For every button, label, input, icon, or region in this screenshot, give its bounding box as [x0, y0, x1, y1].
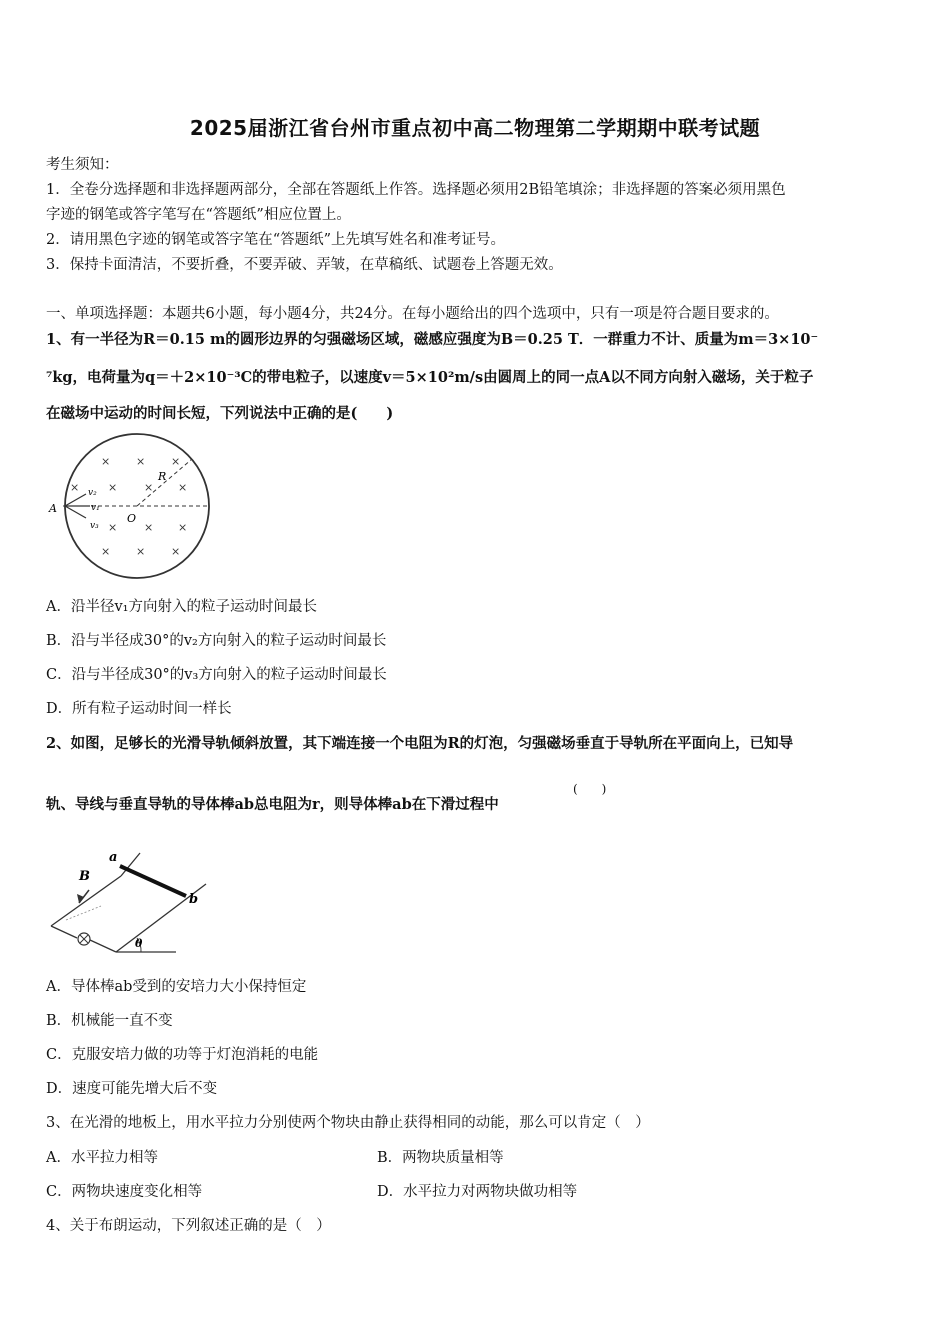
v3-arrow [65, 506, 86, 518]
notice-item-1: 1．全卷分选择题和非选择题两部分，全部在答题纸上作答。选择题必须用2B铅笔填涂；非选择题的答案必须用黑色 [46, 182, 786, 198]
q2-option-c[interactable]: C．克服安培力做的功等于灯泡消耗的电能 [46, 1047, 319, 1063]
svg-text:×: × [136, 455, 146, 468]
b-field-label: B [79, 869, 90, 884]
rod-end-a-label: a [109, 850, 118, 865]
q2-stem-line1: 2、如图，足够长的光滑导轨倾斜放置，其下端连接一个电阻为R的灯泡，匀强磁场垂直于导轨所在平面向上，已知导 [46, 735, 794, 752]
q1-stem-line1: 1、有一半径为R＝0.15 m的圆形边界的匀强磁场区域，磁感应强度为B＝0.25 T．一群重力不计、质量为m＝3×10⁻ [46, 331, 819, 348]
q2-answer-paren: ( ) [573, 782, 607, 796]
wire-to-lamp [51, 926, 77, 938]
notice-item-3: 3．保持卡面清洁，不要折叠，不要弄破、弄皱，在草稿纸、试题卷上答题无效。 [46, 257, 563, 273]
v3-label: v₃ [90, 521, 99, 531]
notice-item-2: 2．请用黑色字迹的钢笔或答字笔在“答题纸”上先填写姓名和准考证号。 [46, 232, 506, 248]
svg-text:×: × [101, 455, 111, 468]
notice-heading: 考生须知： [46, 157, 119, 173]
q1-option-d[interactable]: D．所有粒子运动时间一样长 [46, 701, 232, 717]
q2-option-d[interactable]: D．速度可能先增大后不变 [46, 1081, 218, 1097]
q1-magnetic-field-figure [46, 432, 226, 586]
svg-text:×: × [144, 481, 154, 494]
q2-incline-rail-figure [46, 848, 216, 964]
point-a-label: A [49, 502, 57, 515]
q1-option-c[interactable]: C．沿与半径成30°的v₃方向射入的粒子运动时间最长 [46, 667, 387, 683]
conductor-rod-ab [120, 866, 186, 896]
section-heading: 一、单项选择题：本题共6小题，每小题4分，共24分。在每小题给出的四个选项中，只有一项是符合题目要求的。 [46, 306, 779, 322]
q3-stem: 3、在光滑的地板上，用水平拉力分别使两个物块由静止获得相同的动能，那么可以肯定（ ） [46, 1115, 650, 1131]
svg-text:×: × [171, 545, 181, 558]
svg-text:×: × [178, 521, 188, 534]
center-o-label: O [127, 512, 137, 525]
svg-text:×: × [171, 455, 181, 468]
bottom-wire [90, 940, 116, 952]
svg-text:×: × [178, 481, 188, 494]
q3-option-b[interactable]: B．两物块质量相等 [377, 1150, 504, 1166]
svg-text:×: × [136, 545, 146, 558]
q1-stem-line3: 在磁场中运动的时间长短，下列说法中正确的是( ) [46, 405, 394, 422]
rod-end-b-label: b [189, 892, 199, 907]
page-title: 2025届浙江省台州市重点初中高二物理第二学期期中联考试题 [189, 116, 761, 140]
radius-r-label: R [158, 470, 167, 483]
v2-arrow [65, 494, 86, 506]
q2-stem-line2: 轨、导线与垂直导轨的导体棒ab总电阻为r，则导体棒ab在下滑过程中 [46, 796, 499, 813]
svg-text:×: × [108, 521, 118, 534]
q3-option-d[interactable]: D．水平拉力对两物块做功相等 [377, 1184, 578, 1200]
v2-label: v₂ [88, 488, 97, 498]
q3-option-a[interactable]: A．水平拉力相等 [46, 1150, 158, 1166]
svg-text:×: × [144, 521, 154, 534]
q1-option-b[interactable]: B．沿与半径成30°的v₂方向射入的粒子运动时间最长 [46, 633, 387, 649]
q2-option-b[interactable]: B．机械能一直不变 [46, 1013, 173, 1029]
q1-option-a[interactable]: A．沿半径v₁方向射入的粒子运动时间最长 [46, 599, 317, 615]
q3-option-c[interactable]: C．两物块速度变化相等 [46, 1184, 203, 1200]
q2-option-a[interactable]: A．导体棒ab受到的安培力大小保持恒定 [46, 979, 307, 995]
v1-label: v₁ [91, 503, 100, 513]
svg-text:×: × [101, 545, 111, 558]
q4-stem: 4、关于布朗运动，下列叙述正确的是（ ） [46, 1218, 331, 1234]
q1-stem-line2: ⁷kg，电荷量为q＝＋2×10⁻³C的带电粒子，以速度v＝5×10²m/s由圆周上的同一点A以不同方向射入磁场，关于粒子 [46, 369, 814, 386]
svg-text:×: × [70, 481, 80, 494]
notice-item-1-cont: 字迹的钢笔或答字笔写在“答题纸”相应位置上。 [46, 207, 351, 223]
svg-text:×: × [108, 481, 118, 494]
angle-theta-label: θ [135, 937, 143, 950]
